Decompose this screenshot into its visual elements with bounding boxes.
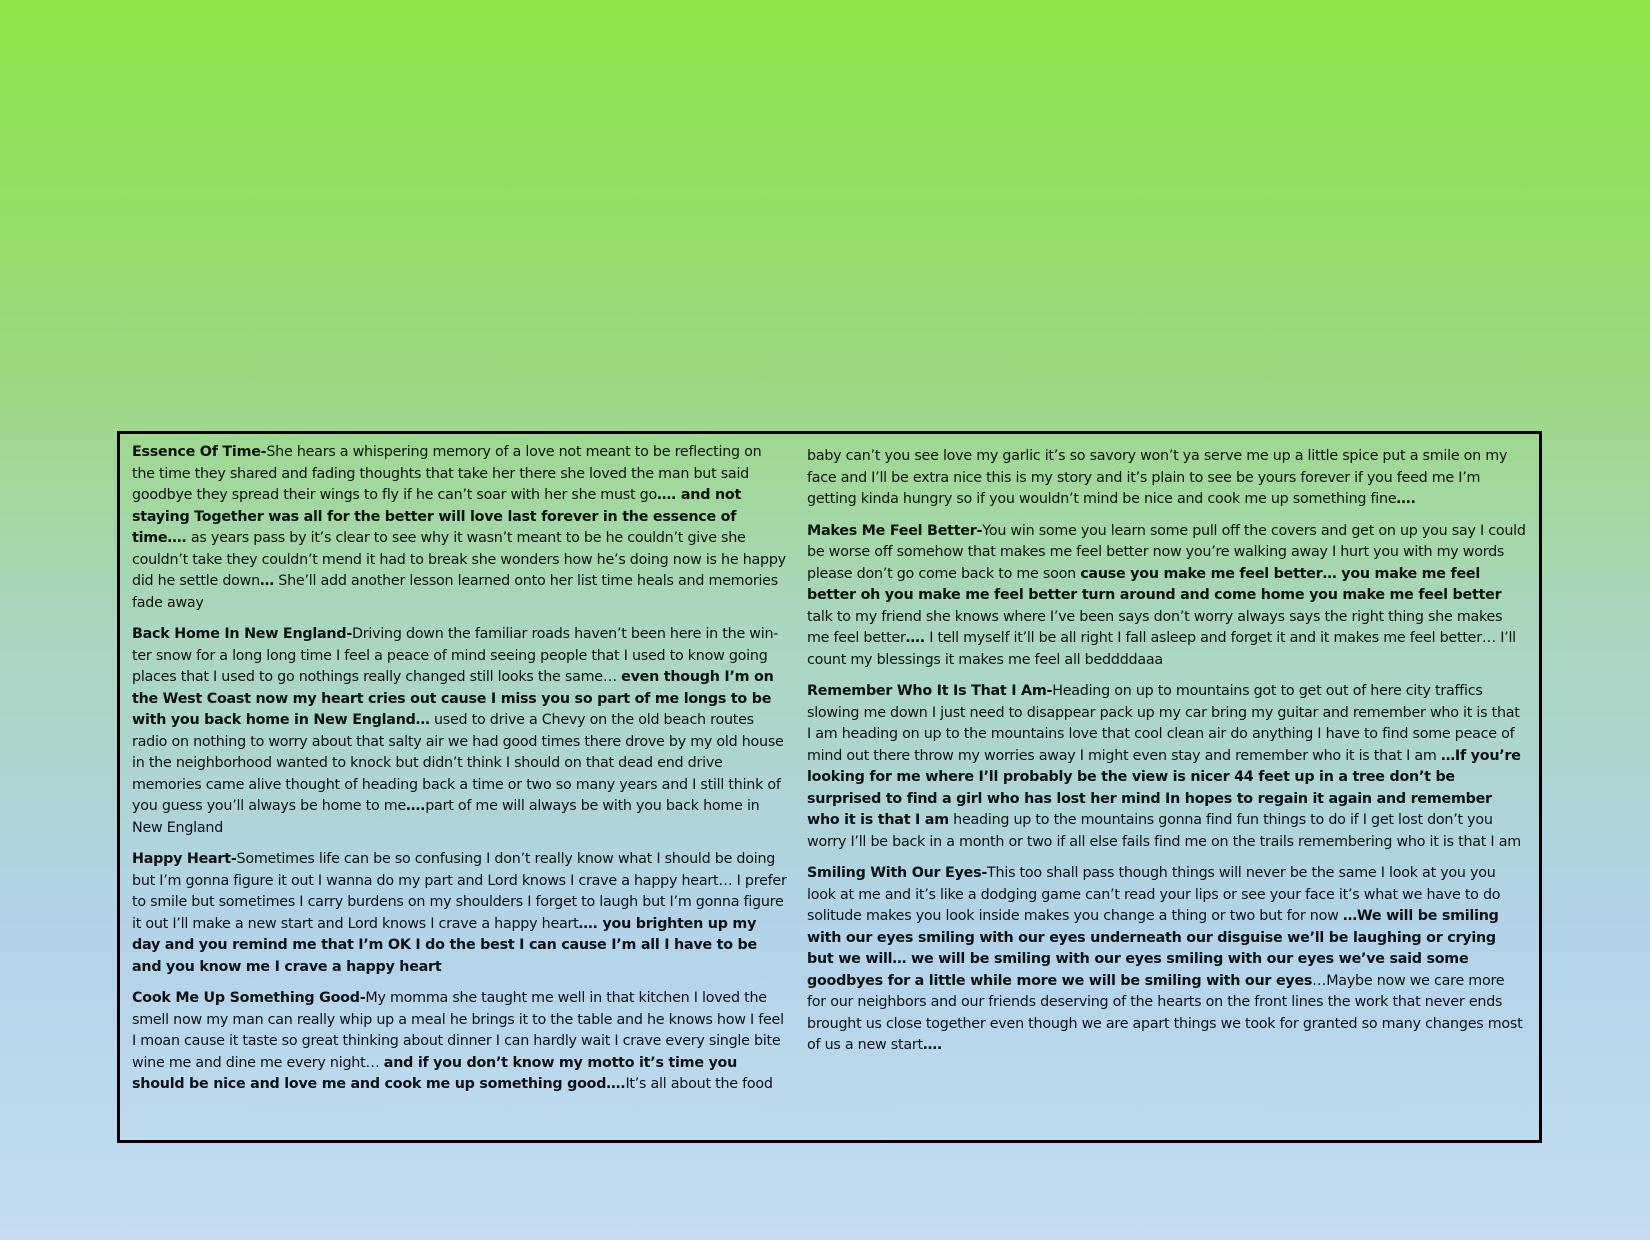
lyric-text: My momma she taught me well in that kitchen I loved the smell now my man can really whip up a meal he brings it to the table and he knows how I feel I moan cause it taste so great thinking about dinner I can hardly wait I crave every single bite wine me and dine me every night… bbox=[132, 990, 784, 1071]
lyric-text: Sometimes life can be so confusing I don’t really know what I should be doing but I’m gonna figure it out I wanna do my part and Lord knows I crave a happy heart… I prefer to smile but sometimes I carry burdens on my shoulders I forget to laugh but I’m gonna figure it out I’ll make a new start and Lord knows I crave a happy heart bbox=[132, 851, 787, 932]
lyric-text: talk to my friend she knows where I’ve been says don’t worry always says the right thing she makes me feel better bbox=[807, 608, 1503, 646]
lyric-text: used to drive a Chevy on the old beach routes radio on nothing to worry about that salty air we had good times there drove by my old house in the neighborhood wanted to knock but didn’t think I should on that dead end drive memories came alive thought of heading back a time or two so many years and I still think of you guess you’ll always be home to me bbox=[132, 712, 784, 814]
lyric-chorus-text: and if you don’t know my motto it’s time you should be nice and love me and cook me up something good…. bbox=[132, 1054, 738, 1092]
lyric-chorus-text: cause you make me feel better… you make me feel better oh you make me feel better turn around and come home you make me feel better bbox=[807, 565, 1502, 603]
lyric-chorus-text: …. bbox=[406, 798, 426, 814]
lyric-text: You win some you learn some pull off the covers and get on up you say I could be worse off somehow that makes me feel better now you’re walking away I hurt you with my words please don’t go come back to me soon bbox=[807, 522, 1526, 582]
song-block bbox=[132, 988, 787, 1096]
lyric-text: I tell myself it’ll be all right I fall asleep and forget it and it makes me feel better… I’ll count my blessings it makes me feel all beddddaaa bbox=[807, 630, 1516, 668]
song-title: Back Home In New England- bbox=[132, 626, 353, 642]
lyric-chorus-text: …. you brighten up my day and you remind me that I’m OK I do the best I can cause I’m all I have to be and you know me I crave a happy heart bbox=[132, 915, 757, 975]
lyric-chorus-text: …. bbox=[905, 630, 925, 646]
song-block bbox=[807, 681, 1527, 853]
lyric-text: part of me will always be with you back home in New England bbox=[132, 798, 760, 836]
lyric-chorus-text: …. bbox=[1396, 491, 1416, 507]
song-block bbox=[132, 849, 787, 978]
lyric-text: It’s all about the food bbox=[625, 1076, 773, 1092]
song-block bbox=[807, 521, 1527, 672]
song-block bbox=[807, 446, 1527, 511]
song-block bbox=[132, 624, 787, 839]
lyric-text: Driving down the familiar roads haven’t been here in the win-ter snow for a long long time I feel a peace of mind seeing people that I used to know going places that I used to go nothings really changed still looks the same… bbox=[132, 626, 779, 685]
song-title: Smiling With Our Eyes- bbox=[807, 865, 988, 881]
song-title: Remember Who It Is That I Am- bbox=[807, 683, 1053, 699]
lyrics-column-right bbox=[807, 442, 1527, 1132]
song-title: Happy Heart- bbox=[132, 851, 237, 867]
lyric-text: baby can’t you see love my garlic it’s so savory won’t ya serve me up a little spice put a smile on my face and I’ll be extra nice this is my story and it’s plain to see be yours forever if you feed me I’m getting kinda hungry so if you wouldn’t mind be nice and cook me up something fine bbox=[807, 448, 1508, 507]
lyric-text: …Maybe now we care more for our neighbors and our friends deserving of the hearts on the front lines the work that never ends brought us close together even though we are apart things we took for granted so many changes most of us a new start bbox=[807, 972, 1523, 1053]
song-title: Cook Me Up Something Good- bbox=[132, 990, 366, 1006]
lyric-chorus-text: …We will be smiling with our eyes smiling with our eyes underneath our disguise we’ll be laughing or crying but we will… we will be smiling with our eyes smiling with our eyes we’ve said some goodbyes for a little while more we will be smiling with our eyes bbox=[807, 908, 1499, 989]
lyric-text: Heading on up to mountains got to get out of here city traffics slowing me down I just need to disappear pack up my car bring my guitar and remember who it is that I am heading on up to the mountains love that cool clean air do anything I have to find some peace of mind out there throw my worries away I might even stay and remember who it is that I am bbox=[807, 683, 1520, 764]
lyrics-column-left bbox=[132, 442, 787, 1132]
lyric-text: heading up to the mountains gonna find fun things to do if I get lost don’t you worry I’ll be back in a month or two if all else fails find me on the trails remembering who it is that I am bbox=[807, 812, 1521, 850]
song-title: Makes Me Feel Better- bbox=[807, 522, 983, 539]
lyric-text: This too shall pass though things will never be the same I look at you you look at me and it’s like a dodging game can’t read your lips or see your face it’s what we have to do solitude makes you look inside makes you change a thing or two but for now bbox=[807, 865, 1501, 924]
lyric-chorus-text: …. and not staying Together was all for the better will love last forever in the essence of time…. bbox=[132, 487, 742, 546]
lyric-chorus-text: even though I’m on the West Coast now my heart cries out cause I miss you so part of me longs to be with you back home in New England… bbox=[132, 669, 774, 728]
lyric-text: She hears a whispering memory of a love not meant to be reflecting on the time they shared and fading thoughts that take her there she loved the man but said goodbye they spread their wings to fly if he can’t soar with her she must go bbox=[132, 444, 762, 503]
lyric-text: She’ll add another lesson learned onto her list time heals and memories fade away bbox=[132, 573, 778, 611]
lyric-chorus-text: … bbox=[259, 573, 274, 589]
lyric-chorus-text: …. bbox=[922, 1037, 943, 1053]
lyrics-box bbox=[117, 431, 1542, 1143]
lyric-chorus-text: …If you’re looking for me where I’ll probably be the view is nicer 44 feet up in a tree don’t be surprised to find a girl who has lost her mind In hopes to regain it again and remember who it is that I am bbox=[807, 747, 1521, 828]
lyric-text: as years pass by it’s clear to see why it wasn’t meant to be he couldn’t give she couldn’t take they couldn’t mend it had to break she wonders how he’s doing now is he happy did he settle down bbox=[132, 530, 786, 589]
song-block bbox=[807, 863, 1527, 1057]
song-title: Essence Of Time- bbox=[132, 444, 267, 460]
song-block bbox=[132, 442, 787, 614]
